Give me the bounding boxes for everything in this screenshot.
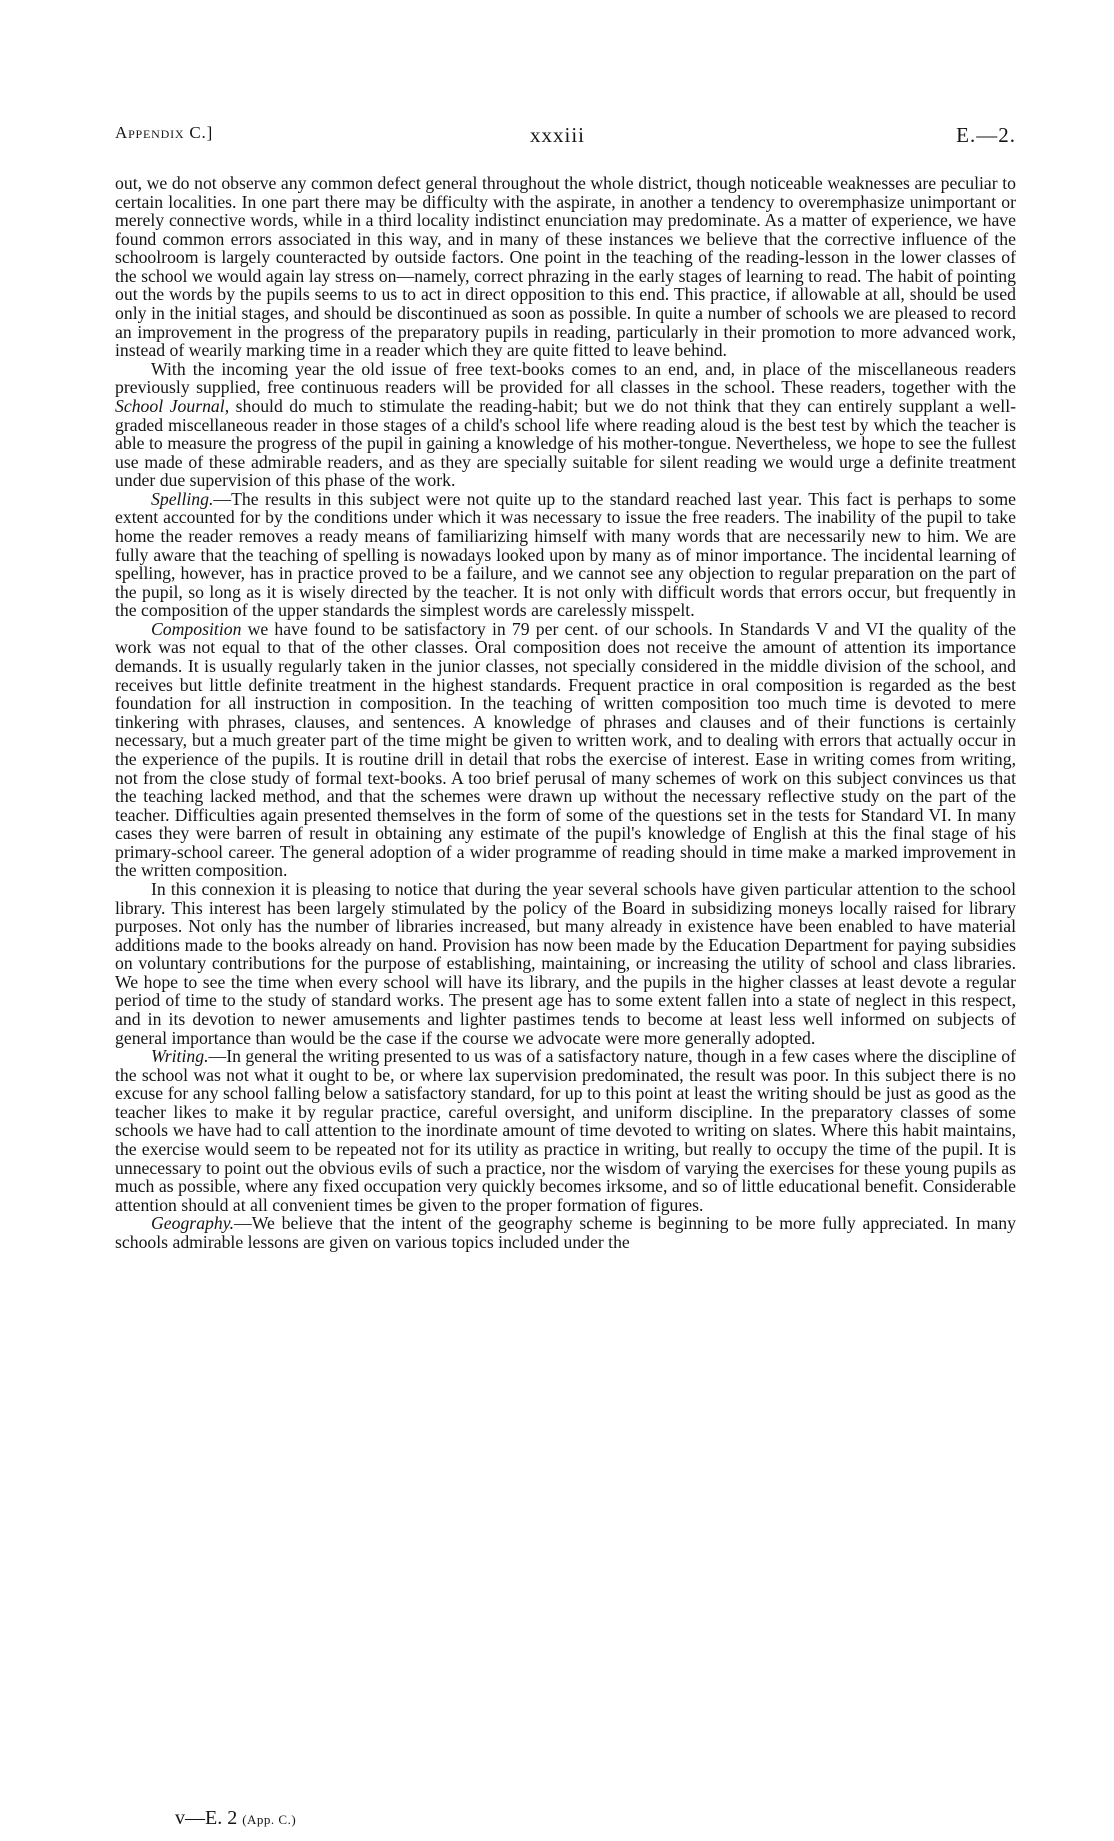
geography-text: —We believe that the intent of the geography scheme is beginning to be more fully appreciated. In many schools admirable lessons are given on various topics included under the xyxy=(115,1213,1016,1252)
appendix-label: Appendix C.] xyxy=(115,123,214,142)
page-header xyxy=(115,123,1016,151)
appendix-mark: (App. C.) xyxy=(242,1812,297,1827)
paragraph-readers-a: With the incoming year the old issue of free text-books comes to an end, and, in place of the miscellaneous readers previously supplied, free continuous readers will be provided for all classes in the school. These readers, together with the xyxy=(115,358,1016,398)
paragraph-spelling xyxy=(115,490,1016,620)
spelling-text: —The results in this subject were not quite up to the standard reached last year. This fact is perhaps to some extent accounted for by the conditions under which it was necessary to issue the free readers. The inability of the pupil to take home the reader removes a ready means of familiarizing himself with many words that are necessarily new to him. We are fully aware that the teaching of spelling is nowadays looked upon by many as of minor importance. The incidental learning of spelling, however, has in practice proved to be a failure, and we cannot see any objection to regular preparation on the part of the pupil, so long as it is wisely directed by the teacher. It is not only with difficult words that errors occur, but frequently in the composition of the upper standards the simplest words are carelessly misspelt. xyxy=(115,488,1016,621)
writing-text: —In general the writing presented to us was of a satisfactory nature, though in a few cases where the discipline of the school was not what it ought to be, or where lax supervision predominated, the result was poor. In this subject there is no excuse for any school falling below a satisfactory standard, for up to this point at least the writing should be just as good as the teacher likes to make it by regular practice, careful oversight, and uniform discipline. In the preparatory classes of some schools we have had to call attention to the inordinate amount of time devoted to writing on slates. Where this habit maintains, the exercise would seem to be repeated not for its utility as practice in writing, but really to occupy the time of the pupil. It is unnecessary to point out the obvious evils of such a practice, nor the wisdom of varying the exercises for these young pupils as much as possible, where any fixed occupation very quickly becomes irksome, and so of little educational benefit. Considerable attention should at all convenient times be given to the proper formation of figures. xyxy=(115,1046,1016,1215)
school-journal-title: School Journal xyxy=(115,395,225,416)
writing-heading: Writing. xyxy=(151,1046,209,1067)
paragraph-readers-b: , should do much to stimulate the reading-habit; but we do not think that they can entirely supplant a well-graded miscellaneous reader in those stages of a child's school life where reading aloud is the best test by which the teacher is able to measure the progress of the pupil in gaining a knowledge of his mother-tongue. Nevertheless, we hope to see the fullest use made of these admirable readers, and as they are specially suitable for silent reading we would urge a definite treatment under due supervision of this phase of the work. xyxy=(115,395,1016,491)
paragraph-reading: out, we do not observe any common defect general throughout the whole district, though noticeable weaknesses are peculiar to certain localities. In one part there may be difficulty with the aspirate, in another a tendency to overemphasize unimportant or merely connective words, while in a third locality indistinct enunciation may predominate. As a matter of experience, we have found common errors associated in this way, and in many of these instances we believe that the corrective influence of the schoolroom is largely counteracted by outside factors. One point in the teaching of the reading-lesson in the lower classes of the school we would again lay stress on—namely, correct phrazing in the early stages of learning to read. The habit of pointing out the words by the pupils seems to us to act in direct opposition to this end. This practice, if allowable at all, should be used only in the initial stages, and should be discontinued as soon as possible. In quite a number of schools we are pleased to record an improvement in the progress of the preparatory pupils in reading, particularly in their promotion to more advanced work, instead of wearily marking time in a reader which they are quite fitted to leave behind. xyxy=(115,173,1016,361)
paragraph-composition xyxy=(115,620,1016,880)
signature-mark: v—E. 2 xyxy=(175,1807,238,1829)
spelling-heading: Spelling. xyxy=(151,488,214,509)
paragraph-writing xyxy=(115,1047,1016,1214)
page-number: xxxiii xyxy=(530,123,586,147)
page-footer xyxy=(175,1807,475,1830)
document-code: E.—2. xyxy=(956,123,1016,147)
body-text xyxy=(115,174,1016,1252)
geography-heading: Geography. xyxy=(151,1213,235,1234)
paragraph-library: In this connexion it is pleasing to notice that during the year several schools have given particular attention to the school library. This interest has been largely stimulated by the policy of the Board in subsidizing moneys locally raised for library purposes. Not only has the number of libraries increased, but many already in existence have been enabled to have material additions made to the books already on hand. Provision has now been made by the Education Department for paying subsidies on voluntary contributions for the purpose of establishing, maintaining, or increasing the utility of school and class libraries. We hope to see the time when every school will have its library, and the pupils in the higher classes at least devote a regular period of time to the study of standard works. The present age has to some extent fallen into a state of neglect in this respect, and in its devotion to newer amusements and lighter pastimes tends to become at least less well informed on subjects of general importance than would be the case if the course we advocate were more generally adopted. xyxy=(115,878,1016,1048)
composition-heading: Composition xyxy=(151,618,242,639)
composition-text: we have found to be satisfactory in 79 per cent. of our schools. In Standards V and VI the quality of the work was not equal to that of the other classes. Oral composition does not receive the amount of attention its importance demands. It is usually regularly taken in the junior classes, not specially considered in the middle division of the school, and receives but little definite treatment in the highest standards. Frequent practice in oral composition is regarded as the best foundation for all instruction in composition. In the teaching of written composition too much time is devoted to mere tinkering with phrases, clauses, and sentences. A knowledge of phrases and clauses and of their functions is certainly necessary, but a much greater part of the time might be given to written work, and to dealing with errors that actually occur in the experience of the pupils. It is routine drill in detail that robs the exercise of interest. Ease in writing comes from writing, not from the close study of formal text-books. A too brief perusal of many schemes of work on this subject convinces us that the teaching lacked method, and that the schemes were drawn up without the necessary reflective study on the part of the teacher. Difficulties again presented themselves in the form of some of the questions set in the tests for Standard VI. In many cases they were barren of result in obtaining any estimate of the pupil's knowledge of English at this the final stage of his primary-school career. The general adoption of a wider programme of reading should in time make a marked improvement in the written composition. xyxy=(115,618,1016,881)
paragraph-geography xyxy=(115,1214,1016,1251)
paragraph-readers xyxy=(115,360,1016,490)
